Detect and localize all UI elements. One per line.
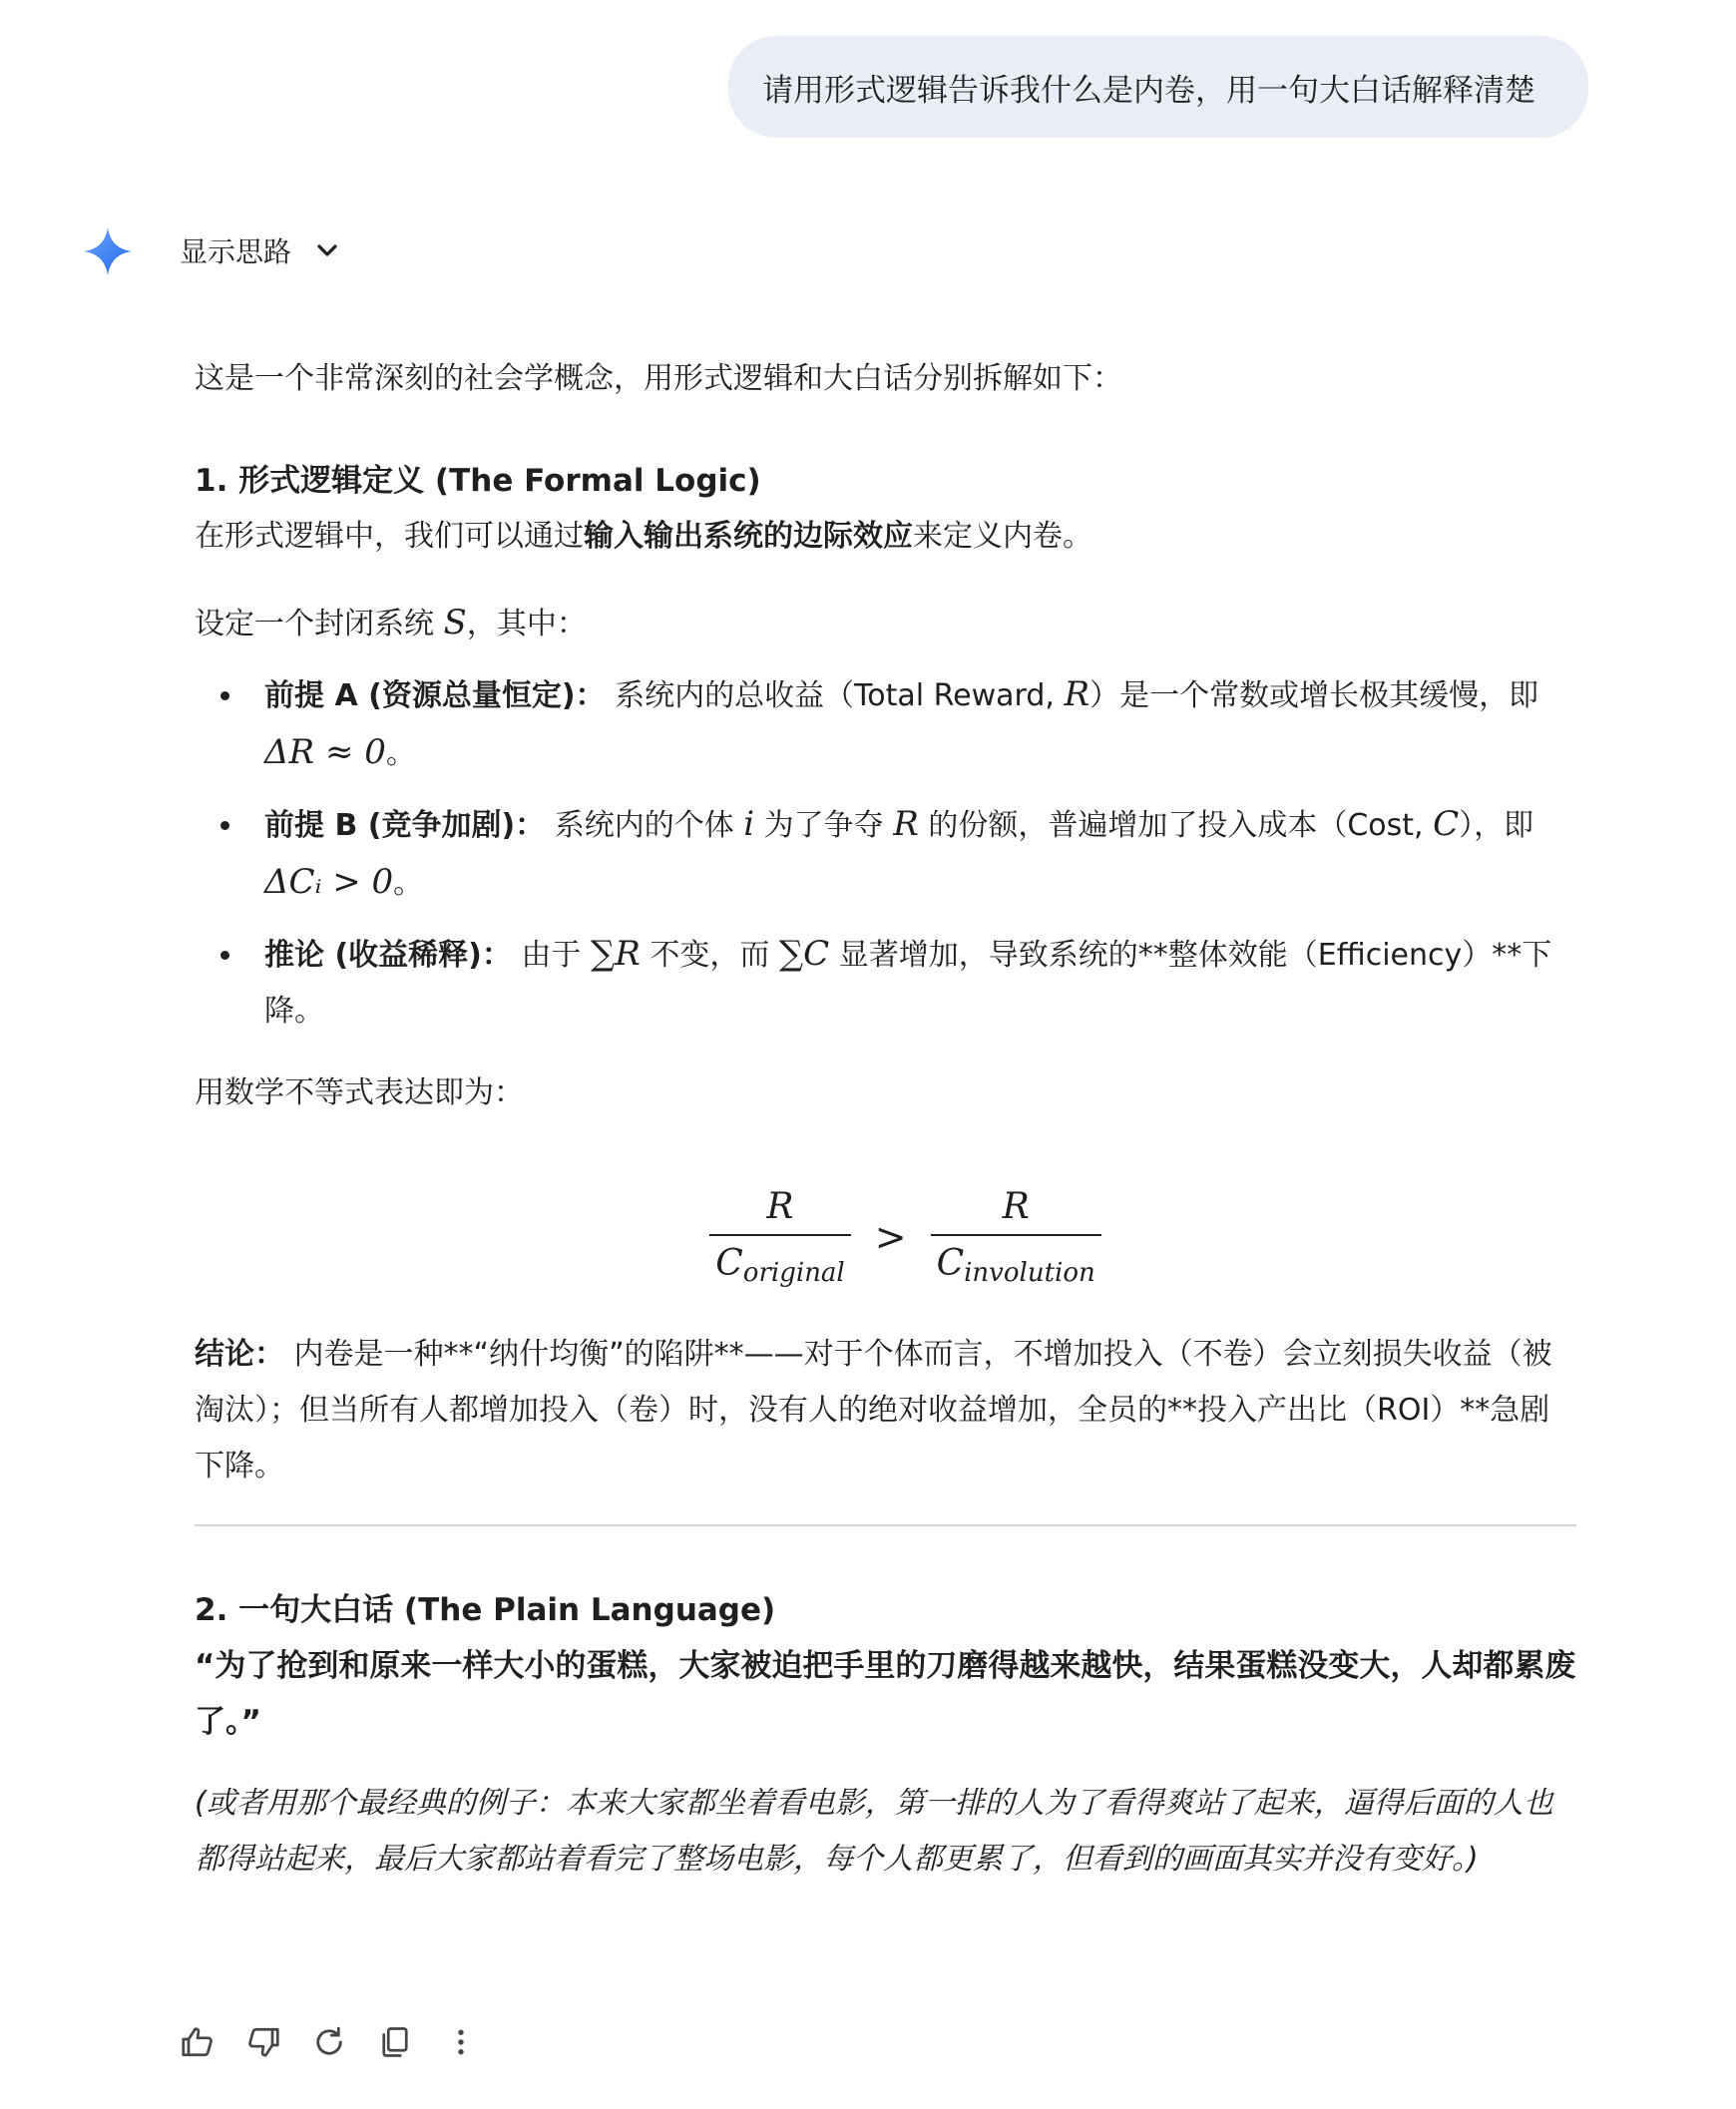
user-message-bubble: [728, 36, 1588, 138]
list-item-inference: [195, 926, 1576, 1040]
math-expression: ΔCᵢ > 0: [264, 862, 394, 902]
section-heading-plain-language: 2. 一句大白话 (The Plain Language): [195, 1592, 776, 1628]
copy-icon: [377, 2024, 413, 2060]
fraction-left: [709, 1185, 850, 1289]
inequality-intro: 用数学不等式表达即为：: [195, 1075, 524, 1110]
math-symbol: R: [1064, 674, 1090, 714]
text-span: ），即: [1459, 808, 1534, 843]
response-intro: 这是一个非常深刻的社会学概念，用形式逻辑和大白话分别拆解如下：: [195, 361, 1122, 396]
more-options-button[interactable]: [441, 2022, 481, 2062]
text-span: 内卷是一种**“纳什均衡”的陷阱**——对于个体而言，不增加投入（不卷）会立刻损失收益（被淘汰）；但当所有人都增加投入（卷）时，没有人的绝对收益增加，全员的**投入产出比（ROI）**急剧下降。: [195, 1337, 1552, 1483]
movie-example-aside: (或者用那个最经典的例子：本来大家都坐着看电影，第一排的人为了看得爽站了起来，逼得后面的人也都得站起来，最后大家都站着看完了整场电影，每个人都更累了，但看到的画面其实并没有变好。): [195, 1786, 1553, 1877]
more-vert-icon: [443, 2024, 479, 2060]
text-span: 为了争夺: [754, 808, 894, 843]
greater-than-operator: >: [874, 1215, 907, 1259]
fraction-right: [931, 1185, 1101, 1289]
formal-logic-paragraph: [195, 509, 1576, 565]
fraction-denominator: [709, 1234, 850, 1289]
show-thinking-toggle[interactable]: [180, 227, 341, 273]
fraction-numerator: R: [766, 1185, 794, 1227]
math-expression: ∑R: [590, 934, 641, 974]
text-span: 在形式逻辑中，我们可以通过: [195, 519, 584, 554]
fraction-denominator: [931, 1234, 1101, 1289]
text-span: 显著增加，导致系统的**整体效能（Efficiency）**下降。: [264, 938, 1552, 1029]
fraction-numerator: R: [1002, 1185, 1030, 1227]
math-symbol: i: [743, 804, 755, 844]
system-definition-paragraph: [195, 595, 1576, 652]
conclusion-label: 结论：: [195, 1337, 284, 1372]
math-symbol: C: [1433, 804, 1460, 844]
denominator-symbol: C: [936, 1243, 965, 1284]
gemini-spark-icon: [82, 225, 134, 277]
text-span: 不变，而: [640, 938, 779, 973]
chevron-down-icon: [313, 236, 341, 264]
thumb-down-icon: [245, 2024, 281, 2060]
user-message-text: 请用形式逻辑告诉我什么是内卷，用一句大白话解释清楚: [762, 72, 1535, 109]
inequality-formula: [195, 1177, 1576, 1297]
text-span: 的份额，普遍增加了投入成本（Cost,: [918, 808, 1434, 843]
bold-text-span: 输入输出系统的边际效应: [584, 519, 913, 554]
premise-list: [195, 666, 1576, 1040]
math-symbol: S: [443, 603, 467, 642]
show-thinking-label: 显示思路: [180, 235, 292, 268]
math-expression: ΔR ≈ 0: [264, 732, 386, 772]
assistant-avatar: [82, 221, 134, 281]
copy-button[interactable]: [375, 2022, 415, 2062]
text-span: 由于: [511, 938, 591, 973]
premise-label: 前提 A (资源总量恒定)：: [264, 678, 606, 713]
inference-label: 推论 (收益稀释)：: [264, 938, 512, 973]
thumb-down-button[interactable]: [243, 2022, 283, 2062]
denominator-symbol: C: [715, 1243, 743, 1284]
math-expression: ∑C: [778, 934, 830, 974]
text-span: 。: [393, 866, 424, 901]
denominator-subscript: original: [742, 1258, 845, 1288]
assistant-response: [195, 351, 1576, 1888]
premise-label: 前提 B (竞争加剧)：: [264, 808, 546, 843]
text-span: 系统内的个体: [545, 808, 744, 843]
text-span: 设定一个封闭系统: [195, 607, 444, 641]
math-symbol: R: [893, 804, 919, 844]
text-span: 来定义内卷。: [913, 519, 1092, 554]
conclusion-paragraph: [195, 1327, 1576, 1494]
text-span: ，其中：: [466, 607, 587, 641]
response-action-bar: [178, 2017, 481, 2067]
regenerate-icon: [311, 2024, 347, 2060]
thumb-up-button[interactable]: [178, 2022, 217, 2062]
section-divider: [195, 1524, 1576, 1526]
list-item-premise-b: [195, 796, 1576, 912]
list-item-premise-a: [195, 666, 1576, 782]
text-span: 系统内的总收益（Total Reward,: [605, 678, 1065, 713]
regenerate-button[interactable]: [309, 2022, 349, 2062]
text-span: 。: [385, 736, 416, 771]
denominator-subscript: involution: [964, 1258, 1095, 1288]
plain-language-quote: “为了抢到和原来一样大小的蛋糕，大家被迫把手里的刀磨得越来越快，结果蛋糕没变大，人却都累废了。”: [195, 1648, 1576, 1740]
text-span: ）是一个常数或增长极其缓慢，即: [1089, 678, 1539, 713]
section-heading-formal-logic: 1. 形式逻辑定义 (The Formal Logic): [195, 463, 761, 499]
thumb-up-icon: [180, 2024, 216, 2060]
